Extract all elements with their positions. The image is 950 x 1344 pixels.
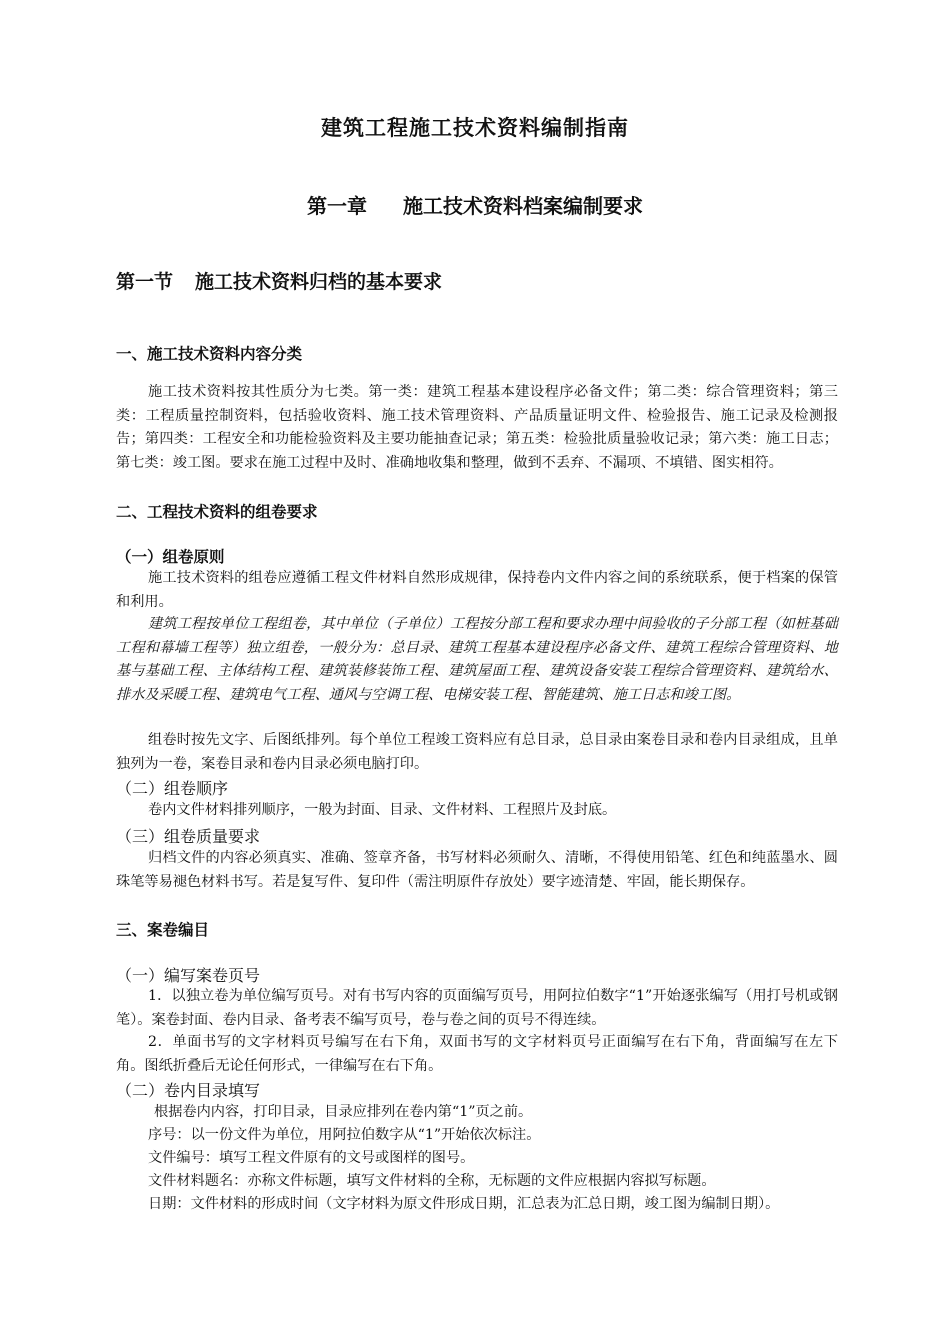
part2-sub3-paragraph-1: 归档文件的内容必须真实、准确、签章齐备，书写材料必须耐久、清晰，不得使用铅笔、红色和纯蓝墨水、圆珠笔等易褪色材料书写。若是复写件、复印件（需注明原件存放处）要字迹清楚、牢固，能长期保存。: [116, 850, 838, 890]
part2-sub3-heading: （三）组卷质量要求: [116, 827, 261, 846]
section-title: 施工技术资料归档的基本要求: [195, 271, 443, 293]
part3-sub2-paragraph-3: 文件编号：填写工程文件原有的文号或图样的图号。: [148, 1150, 475, 1166]
section-heading: [116, 267, 442, 294]
part3-sub2-paragraph-1: 根据卷内内容，打印目录，目录应排列在卷内第“1”页之前。: [154, 1104, 533, 1120]
chapter-heading: [0, 190, 950, 219]
part3-sub1-heading: （一）编写案卷页号: [116, 966, 261, 985]
part1-paragraph: 施工技术资料按其性质分为七类。第一类：建筑工程基本建设程序必备文件；第二类：综合管理资料；第三类：工程质量控制资料，包括验收资料、施工技术管理资料、产品质量证明文件、检验报告、施工记录及检测报告；第四类：工程安全和功能检验资料及主要功能抽查记录；第五类：检验批质量验收记录；第六类：施工日志；第七类：竣工图。要求在施工过程中及时、准确地收集和整理，做到不丢弃、不漏项、不填错、图实相符。: [116, 384, 838, 471]
part3-sub1-paragraph-2: 2．单面书写的文字材料页号编写在右下角，双面书写的文字材料页号正面编写在右下角，背面编写在左下角。图纸折叠后无论任何形式，一律编写在右下角。: [116, 1034, 838, 1074]
part2-heading: 二、工程技术资料的组卷要求: [116, 503, 318, 521]
part3-sub1-paragraph-1: 1．以独立卷为单位编写页号。对有书写内容的页面编写页号，用阿拉伯数字“1”开始逐张编写（用打号机或钢笔）。案卷封面、卷内目录、备考表不编写页号，卷与卷之间的页号不得连续。: [116, 988, 838, 1028]
part1-heading: 一、施工技术资料内容分类: [116, 345, 303, 363]
part3-sub2-paragraph-5: 日期：文件材料的形成时间（文字材料为原文件形成日期，汇总表为汇总日期，竣工图为编制日期）。: [148, 1196, 780, 1212]
part3-heading: 三、案卷编目: [116, 921, 210, 939]
part2-sub2-paragraph-1: 卷内文件材料排列顺序，一般为封面、目录、文件材料、工程照片及封底。: [148, 802, 617, 818]
part2-sub1-heading: （一）组卷原则: [116, 548, 225, 566]
document-title: 建筑工程施工技术资料编制指南: [321, 116, 629, 140]
part3-sub2-paragraph-2: 序号：以一份文件为单位，用阿拉伯数字从“1”开始依次标注。: [148, 1127, 541, 1143]
part2-sub1-paragraph-2: 建筑工程按单位工程组卷，其中单位（子单位）工程按分部工程和要求办理中间验收的子分部工程（如桩基础工程和幕墙工程等）独立组卷，一般分为：总目录、建筑工程基本建设程序必备文件、建筑工程综合管理资料、地基与基础工程、主体结构工程、建筑装修装饰工程、建筑屋面工程、建筑设备安装工程综合管理资料、建筑给水、排水及采暖工程、建筑电气工程、通风与空调工程、电梯安装工程、智能建筑、施工日志和竣工图。: [116, 616, 838, 703]
part2-sub1-paragraph-1: 施工技术资料的组卷应遵循工程文件材料自然形成规律，保持卷内文件内容之间的系统联系，便于档案的保管和利用。: [116, 570, 838, 610]
chapter-number: 第一章: [307, 194, 367, 218]
section-number: 第一节: [116, 271, 174, 293]
part2-sub1-paragraph-3: 组卷时按先文字、后图纸排列。每个单位工程竣工资料应有总目录，总目录由案卷目录和卷内目录组成，且单独列为一卷，案卷目录和卷内目录必须电脑打印。: [116, 732, 838, 772]
part2-sub2-heading: （二）组卷顺序: [116, 779, 229, 798]
part3-sub2-paragraph-4: 文件材料题名：亦称文件标题，填写文件材料的全称，无标题的文件应根据内容拟写标题。: [148, 1173, 716, 1189]
chapter-title: 施工技术资料档案编制要求: [403, 194, 643, 218]
part3-sub2-heading: （二）卷内目录填写: [116, 1081, 261, 1100]
